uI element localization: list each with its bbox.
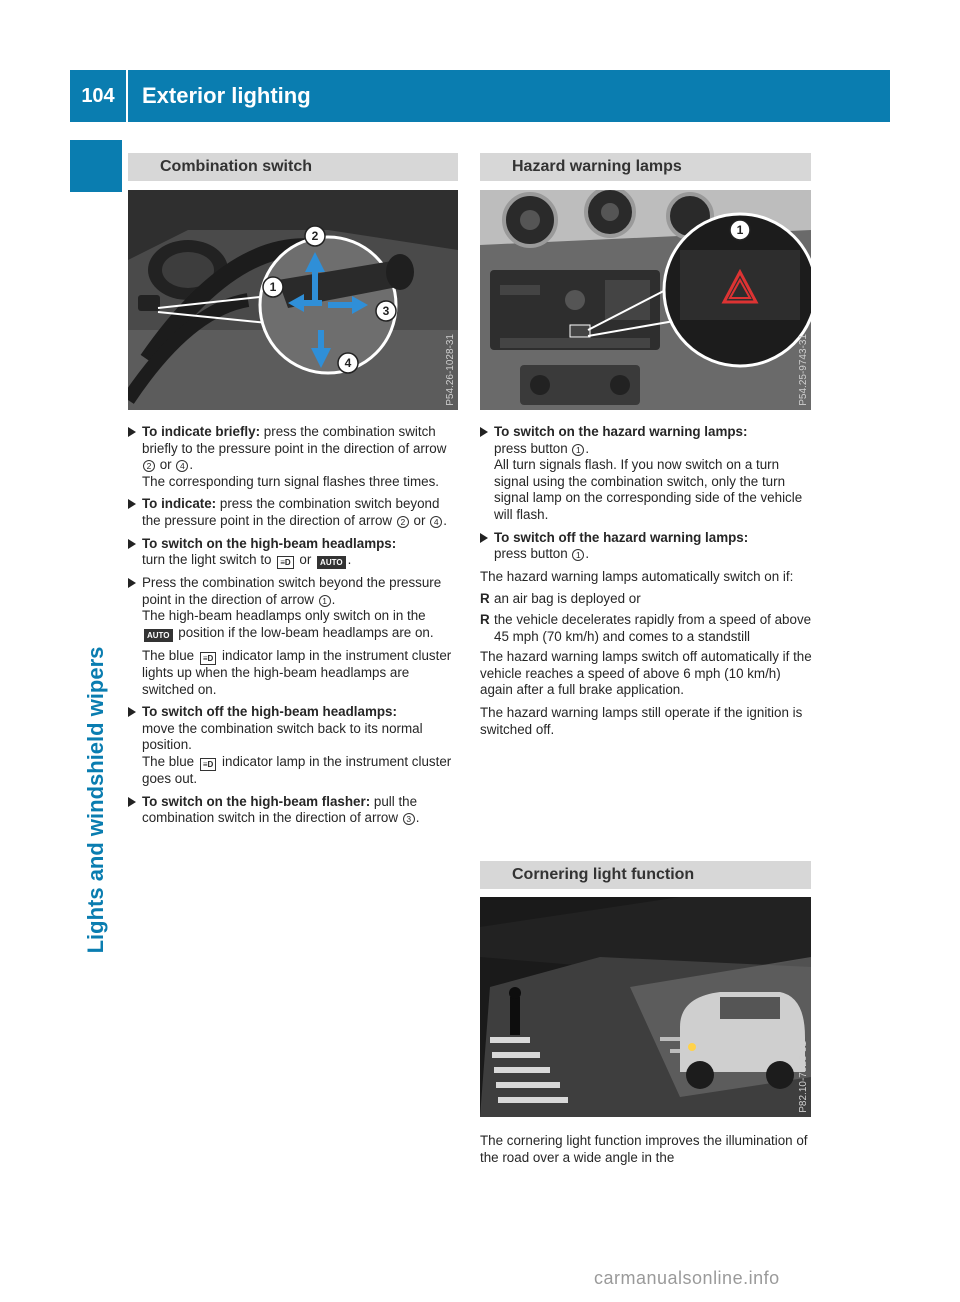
high-beam-icon: ≡D (200, 652, 216, 665)
figure-code: P54.25-9743-31 (798, 334, 809, 406)
callout-1: 1 (736, 223, 744, 237)
high-beam-icon: ≡D (200, 758, 216, 771)
step-arrow-icon (128, 499, 136, 509)
chapter-title: Exterior lighting (142, 83, 311, 108)
step-press-switch: Press the combination switch beyond the pressure point in the direction of arrow 1 . The high-beam headlamps only switch on in the AUTO position if the low-beam headlamps are on. (128, 575, 460, 642)
callout-2: 2 (311, 229, 319, 243)
step-arrow-icon (480, 427, 488, 437)
paragraph-auto-off: The hazard warning lamps switch off automatically if the vehicle reaches a speed of above 6 mph (10 km/h) again after a full brake application. (480, 649, 812, 698)
step-arrow-icon (128, 707, 136, 717)
figure-code: P82.10-7525-31 (798, 1041, 809, 1113)
step-hazard-off: To switch off the hazard warning lamps: press button 1 . (480, 530, 812, 563)
combination-switch-figure (128, 190, 458, 410)
step-high-beam-on: To switch on the high-beam headlamps: turn the light switch to ≡D or AUTO . (128, 536, 460, 570)
watermark: carmanualsonline.info (594, 1268, 780, 1288)
cornering-text (480, 1133, 812, 1172)
step-arrow-icon (128, 539, 136, 549)
hazard-figure (480, 190, 811, 410)
section-heading-cornering: Cornering light function (480, 861, 811, 889)
hazard-text (480, 424, 812, 744)
cornering-light-illustration (480, 897, 811, 1117)
step-hazard-on: To switch on the hazard warning lamps: press button 1 . All turn signals flash. If you now switch on a turn signal using the combination switch, only the turn signal lamp on the corresponding side of the vehicle will flash. (480, 424, 812, 524)
low-beam-icon: ≡D (277, 556, 293, 569)
page-number: 104 (81, 85, 115, 107)
auto-icon: AUTO (144, 629, 173, 642)
combination-switch-illustration (128, 190, 458, 410)
cornering-light-figure (480, 897, 811, 1117)
paragraph-ignition: The hazard warning lamps still operate if the ignition is switched off. (480, 704, 803, 737)
combination-switch-text (128, 424, 460, 833)
step-indicate-briefly: To indicate briefly: press the combination switch briefly to the pressure point in the direction of arrow 2 or 4 . The corresponding turn signal flashes three times. (128, 424, 460, 490)
figure-code: P54.26-1028-31 (445, 334, 456, 406)
step-indicate: To indicate: press the combination switch beyond the pressure point in the direction of arrow 2 or 4 . (128, 496, 460, 529)
auto-icon: AUTO (317, 556, 346, 569)
paragraph-indicator-lamp: The blue ≡D indicator lamp in the instrument cluster lights up when the high-beam headlamps are switched on. (142, 647, 452, 697)
bullet-item: R the vehicle decelerates rapidly from a speed of above 45 mph (70 km/h) and comes to a standstill (480, 611, 812, 644)
callout-3: 3 (382, 304, 390, 318)
side-tab-marker (70, 140, 122, 192)
page-header (70, 70, 890, 122)
header-divider (126, 70, 128, 122)
callout-1: 1 (269, 280, 277, 294)
paragraph-auto-on: The hazard warning lamps automatically switch on if: (480, 568, 794, 584)
section-heading-hazard: Hazard warning lamps (480, 153, 811, 181)
callout-4: 4 (344, 356, 352, 370)
step-arrow-icon (480, 533, 488, 543)
bullet-item: R an air bag is deployed or (480, 591, 641, 607)
side-tab-label: Lights and windshield wipers (83, 646, 108, 954)
step-arrow-icon (128, 797, 136, 807)
step-high-beam-flasher: To switch on the high-beam flasher: pull the combination switch in the direction of arrow 3 . (128, 794, 460, 827)
step-arrow-icon (128, 427, 136, 437)
hazard-illustration (480, 190, 811, 410)
section-heading-combination-switch: Combination switch (128, 153, 458, 181)
paragraph-cornering: The cornering light function improves the illumination of the road over a wide angle in the (480, 1133, 808, 1165)
step-arrow-icon (128, 578, 136, 588)
step-high-beam-off: To switch off the high-beam headlamps: move the combination switch back to its normal position. The blue ≡D indicator lamp in the instrument cluster goes out. (128, 704, 460, 787)
